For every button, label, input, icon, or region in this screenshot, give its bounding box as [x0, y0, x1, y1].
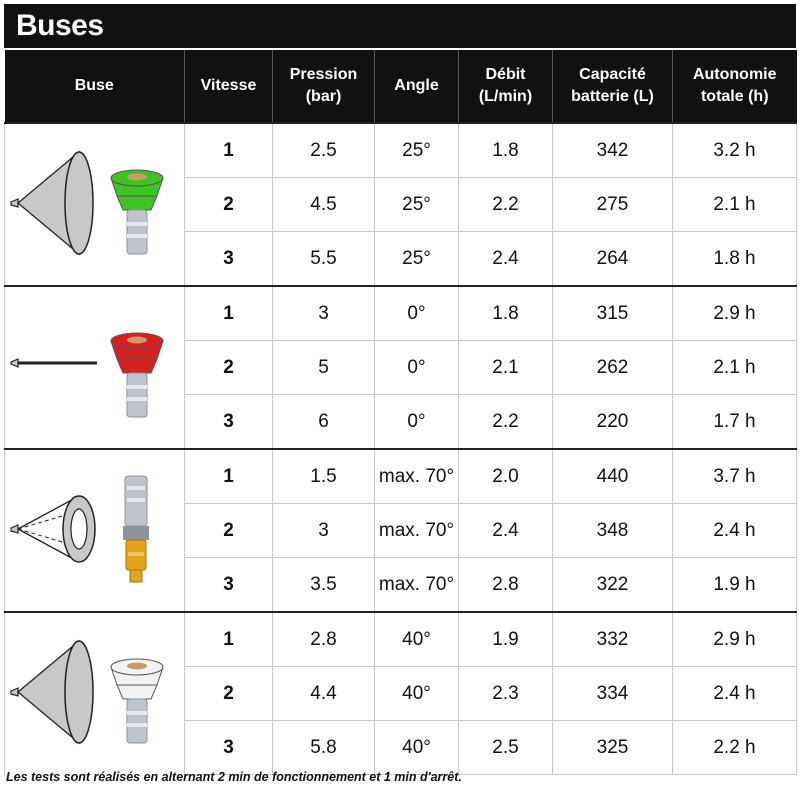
- page-title: Buses: [16, 9, 104, 42]
- cell-debit: 2.3: [459, 667, 553, 721]
- gold-nozzle-cell: [5, 449, 185, 612]
- cell-pression: 3: [273, 286, 375, 341]
- cell-autonomie: 2.1 h: [673, 341, 797, 395]
- cell-angle: max. 70°: [375, 504, 459, 558]
- cell-capacite: 332: [553, 612, 673, 667]
- wide-cone-spray-icon: [11, 152, 93, 254]
- cell-autonomie: 1.9 h: [673, 558, 797, 613]
- cell-pression: 5.8: [273, 721, 375, 775]
- cell-debit: 2.2: [459, 178, 553, 232]
- cell-autonomie: 2.4 h: [673, 504, 797, 558]
- cell-autonomie: 2.9 h: [673, 612, 797, 667]
- cell-angle: 40°: [375, 667, 459, 721]
- table-row: [5, 286, 797, 341]
- cell-debit: 1.9: [459, 612, 553, 667]
- cell-vitesse: 1: [185, 612, 273, 667]
- cell-angle: 0°: [375, 341, 459, 395]
- cell-angle: max. 70°: [375, 558, 459, 613]
- cell-vitesse: 2: [185, 178, 273, 232]
- table-row: [5, 612, 797, 667]
- cell-debit: 1.8: [459, 123, 553, 178]
- cell-autonomie: 3.2 h: [673, 123, 797, 178]
- header-vitesse: Vitesse: [185, 50, 273, 123]
- cell-vitesse: 1: [185, 123, 273, 178]
- cell-debit: 2.0: [459, 449, 553, 504]
- cell-capacite: 264: [553, 232, 673, 287]
- white-nozzle-cell: [5, 612, 185, 775]
- cell-vitesse: 1: [185, 449, 273, 504]
- cell-capacite: 275: [553, 178, 673, 232]
- table-header-row: [5, 50, 797, 123]
- cell-angle: max. 70°: [375, 449, 459, 504]
- gold-nozzle-icon: [5, 456, 185, 606]
- cell-angle: 25°: [375, 178, 459, 232]
- nozzle-spec-table: [4, 50, 797, 775]
- header-autonomie: Autonomie totale (h): [673, 50, 797, 123]
- cell-capacite: 334: [553, 667, 673, 721]
- cell-pression: 3: [273, 504, 375, 558]
- cell-capacite: 220: [553, 395, 673, 450]
- cell-angle: 40°: [375, 721, 459, 775]
- header-debit: Débit (L/min): [459, 50, 553, 123]
- cell-autonomie: 2.9 h: [673, 286, 797, 341]
- cell-debit: 2.8: [459, 558, 553, 613]
- cell-capacite: 440: [553, 449, 673, 504]
- cell-autonomie: 2.1 h: [673, 178, 797, 232]
- table-row: [5, 123, 797, 178]
- cell-angle: 0°: [375, 395, 459, 450]
- cell-pression: 6: [273, 395, 375, 450]
- footnote: Les tests sont réalisés en alternant 2 min de fonctionnement et 1 min d'arrêt.: [6, 770, 462, 784]
- cell-autonomie: 2.2 h: [673, 721, 797, 775]
- cell-pression: 1.5: [273, 449, 375, 504]
- cell-pression: 4.5: [273, 178, 375, 232]
- header-capacite: Capacité batterie (L): [553, 50, 673, 123]
- cell-capacite: 342: [553, 123, 673, 178]
- cell-autonomie: 1.7 h: [673, 395, 797, 450]
- cell-debit: 2.2: [459, 395, 553, 450]
- header-buse: Buse: [5, 50, 185, 123]
- cell-pression: 5: [273, 341, 375, 395]
- header-angle: Angle: [375, 50, 459, 123]
- cell-vitesse: 2: [185, 667, 273, 721]
- green-nozzle-icon: [5, 130, 185, 280]
- cell-vitesse: 3: [185, 395, 273, 450]
- cell-capacite: 348: [553, 504, 673, 558]
- ring-cone-spray-icon: [11, 496, 95, 562]
- cell-autonomie: 1.8 h: [673, 232, 797, 287]
- red-nozzle-icon: [5, 293, 185, 443]
- cell-vitesse: 3: [185, 721, 273, 775]
- cell-pression: 4.4: [273, 667, 375, 721]
- cell-vitesse: 2: [185, 504, 273, 558]
- red-nozzle-cell: [5, 286, 185, 449]
- cell-capacite: 322: [553, 558, 673, 613]
- cell-vitesse: 1: [185, 286, 273, 341]
- cell-pression: 2.8: [273, 612, 375, 667]
- cell-autonomie: 2.4 h: [673, 667, 797, 721]
- jet-stream-icon: [11, 359, 97, 367]
- white-nozzle-icon: [5, 619, 185, 769]
- cell-vitesse: 3: [185, 558, 273, 613]
- cell-vitesse: 2: [185, 341, 273, 395]
- cell-debit: 2.1: [459, 341, 553, 395]
- cell-angle: 0°: [375, 286, 459, 341]
- cell-debit: 1.8: [459, 286, 553, 341]
- cell-angle: 25°: [375, 232, 459, 287]
- cell-pression: 5.5: [273, 232, 375, 287]
- cell-pression: 2.5: [273, 123, 375, 178]
- cell-vitesse: 3: [185, 232, 273, 287]
- green-nozzle-cell: [5, 123, 185, 286]
- title-bar: [4, 4, 796, 48]
- header-pression: Pression (bar): [273, 50, 375, 123]
- cell-angle: 40°: [375, 612, 459, 667]
- cell-pression: 3.5: [273, 558, 375, 613]
- cell-capacite: 315: [553, 286, 673, 341]
- table-row: [5, 449, 797, 504]
- cell-debit: 2.5: [459, 721, 553, 775]
- wide-cone-spray-icon: [11, 641, 93, 743]
- cell-angle: 25°: [375, 123, 459, 178]
- cell-capacite: 325: [553, 721, 673, 775]
- cell-capacite: 262: [553, 341, 673, 395]
- cell-autonomie: 3.7 h: [673, 449, 797, 504]
- cell-debit: 2.4: [459, 504, 553, 558]
- cell-debit: 2.4: [459, 232, 553, 287]
